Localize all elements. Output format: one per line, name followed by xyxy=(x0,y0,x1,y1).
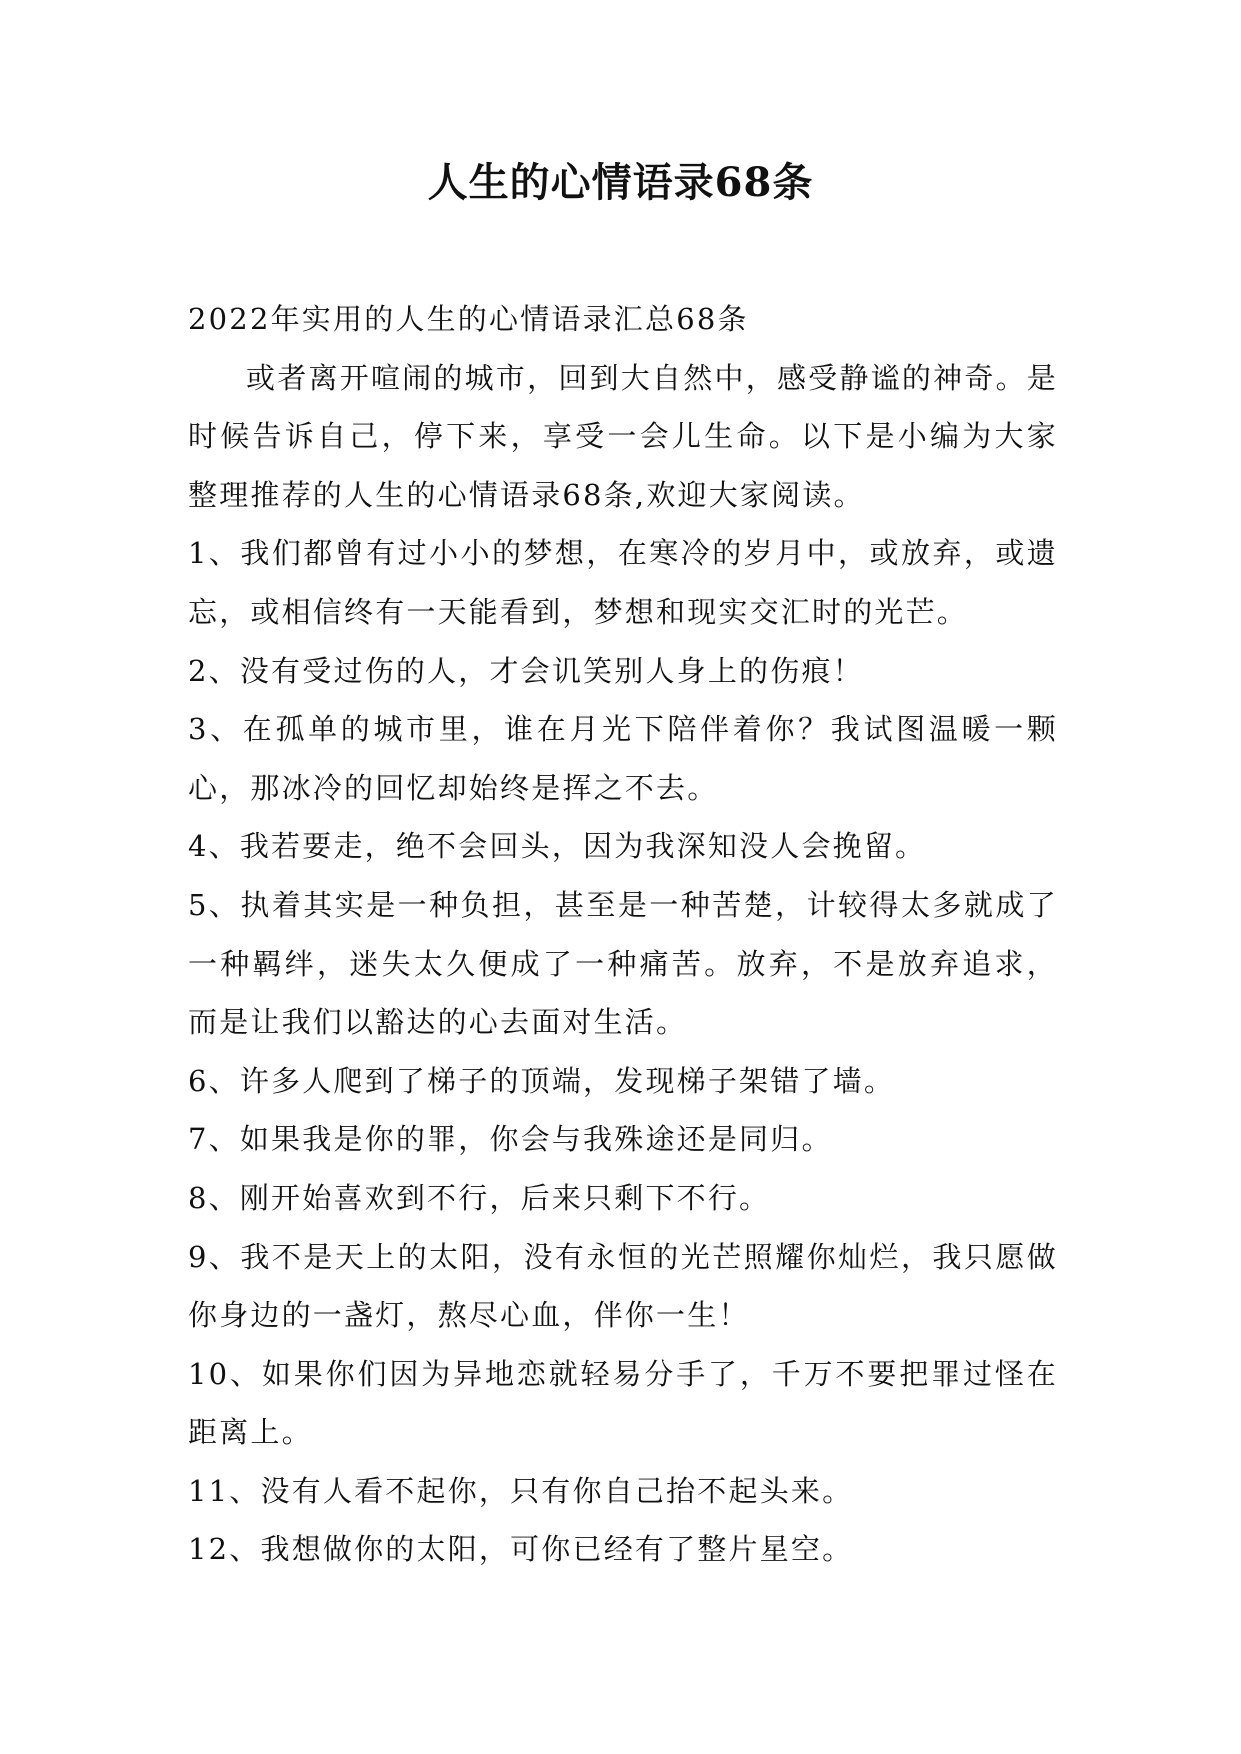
list-item: 6、许多人爬到了梯子的顶端，发现梯子架错了墙。 xyxy=(188,1063,896,1098)
document-body xyxy=(188,290,1058,1579)
list-item: 8、刚开始喜欢到不行，后来只剩下不行。 xyxy=(188,1180,771,1215)
list-item: 12、我想做你的太阳，可你已经有了整片星空。 xyxy=(188,1532,854,1567)
list-item: 2、没有受过伤的人，才会讥笑别人身上的伤痕！ xyxy=(188,653,864,688)
page-title: 人生的心情语录68条 xyxy=(427,159,814,206)
list-item: 7、如果我是你的罪，你会与我殊途还是同归。 xyxy=(188,1122,833,1157)
list-item: 3、在孤单的城市里，谁在月光下陪伴着你？我试图温暖一颗心，那冰冷的回忆却始终是挥之不去。 xyxy=(188,712,1058,805)
list-item: 5、执着其实是一种负担，甚至是一种苦楚，计较得太多就成了一种羁绊，迷失太久便成了一种痛苦。放弃，不是放弃追求，而是让我们以豁达的心去面对生活。 xyxy=(188,887,1058,1040)
subtitle: 2022年实用的人生的心情语录汇总68条 xyxy=(188,302,749,336)
list-item: 4、我若要走，绝不会回头，因为我深知没人会挽留。 xyxy=(188,829,927,864)
list-item: 11、没有人看不起你，只有你自己抬不起头来。 xyxy=(188,1473,854,1508)
list-item: 1、我们都曾有过小小的梦想，在寒冷的岁月中，或放弃，或遗忘，或相信终有一天能看到，梦想和现实交汇时的光芒。 xyxy=(188,536,1058,629)
list-item: 9、我不是天上的太阳，没有永恒的光芒照耀你灿烂，我只愿做你身边的一盏灯，熬尽心血，伴你一生！ xyxy=(188,1239,1058,1333)
list-item: 10、如果你们因为异地恋就轻易分手了，千万不要把罪过怪在距离上。 xyxy=(188,1356,1058,1450)
intro-paragraph: 或者离开喧闹的城市，回到大自然中，感受静谧的神奇。是时候告诉自己，停下来，享受一会儿生命。以下是小编为大家整理推荐的人生的心情语录68条,欢迎大家阅读。 xyxy=(188,360,1058,512)
